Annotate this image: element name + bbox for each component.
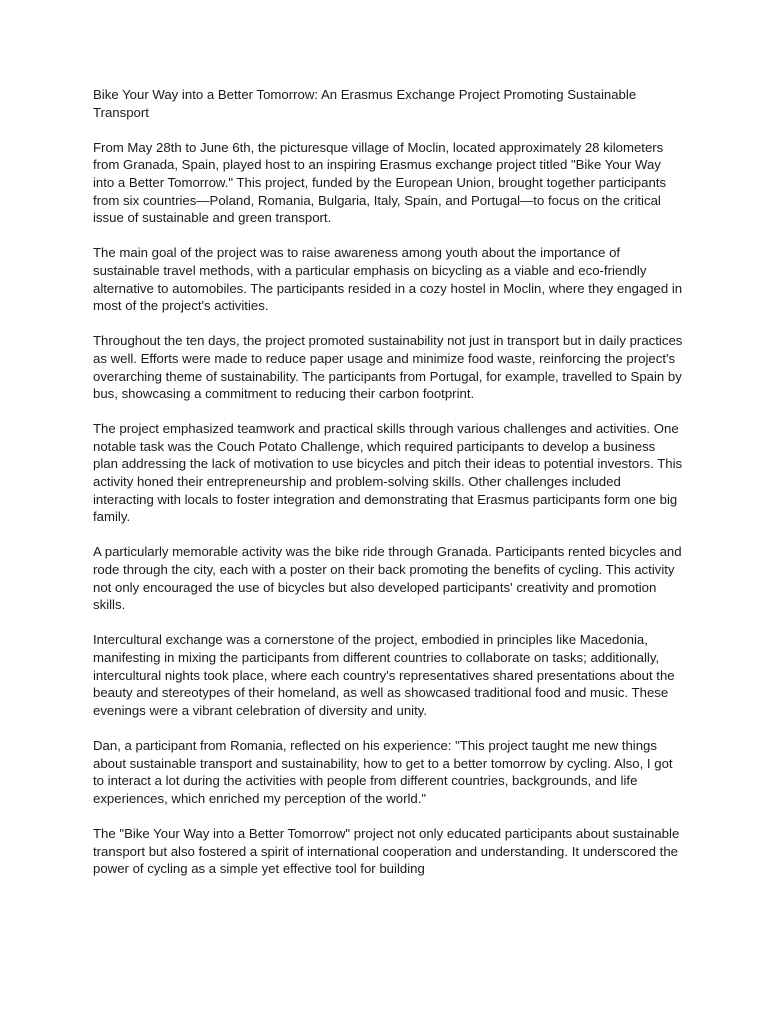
paragraph: A particularly memorable activity was the bike ride through Granada. Participants rented bicycles and rode through the city, each with a poster on their back promoting the benefits of cycling. This activity not only encouraged the use of bicycles but also developed participants' creativity and promotion skills.: [93, 544, 682, 613]
paragraph: Throughout the ten days, the project promoted sustainability not just in transport but in daily practices as well. Efforts were made to reduce paper usage and minimize food waste, reinforcing the project's overarching theme of sustainability. The participants from Portugal, for example, travelled to Spain by bus, showcasing a commitment to reducing their carbon footprint.: [93, 333, 683, 402]
paragraph: From May 28th to June 6th, the picturesque village of Moclin, located approximately 28 kilometers from Granada, Spain, played host to an inspiring Erasmus exchange project titled "Bike Your Way into a Better Tomorrow." This project, funded by the European Union, brought together participants from six countries—Poland, Romania, Bulgaria, Italy, Spain, and Portugal—to focus on the critical issue of sustainable and green transport.: [93, 139, 667, 226]
document-title: Bike Your Way into a Better Tomorrow: An Erasmus Exchange Project Promoting Sustainable Transport: [93, 87, 637, 120]
paragraph: The main goal of the project was to raise awareness among youth about the importance of sustainable travel methods, with a particular emphasis on bicycling as a viable and eco-friendly alternative to automobiles. The participants resided in a cozy hostel in Moclin, where they engaged in most of the project's activities.: [93, 245, 683, 314]
paragraph: The "Bike Your Way into a Better Tomorrow" project not only educated participants about sustainable transport but also fostered a spirit of international cooperation and understanding. It underscored the power of cycling as a simple yet effective tool for building: [93, 825, 680, 877]
paragraph: The project emphasized teamwork and practical skills through various challenges and activities. One notable task was the Couch Potato Challenge, which required participants to develop a business plan addressing the lack of motivation to use bicycles and pitch their ideas to potential investors. This activity honed their entrepreneurship and problem-solving skills. Other challenges included interacting with locals to foster integration and demonstrating that Erasmus participants form one big family.: [93, 421, 683, 525]
paragraph: Intercultural exchange was a cornerstone of the project, embodied in principles like Macedonia, manifesting in mixing the participants from different countries to collaborate on tasks; additionally, intercultural nights took place, where each country's representatives shared presentations about the beauty and stereotypes of their homeland, as well as showcased traditional food and music. These evenings were a vibrant celebration of diversity and unity.: [93, 632, 675, 718]
document-body: [93, 86, 683, 895]
paragraph: Dan, a participant from Romania, reflected on his experience: "This project taught me new things about sustainable transport and sustainability, how to get to a better tomorrow by cycling. Also, I got to interact a lot during the activities with people from different countries, backgrounds, and life experiences, which enriched my perception of the world.": [93, 737, 673, 806]
